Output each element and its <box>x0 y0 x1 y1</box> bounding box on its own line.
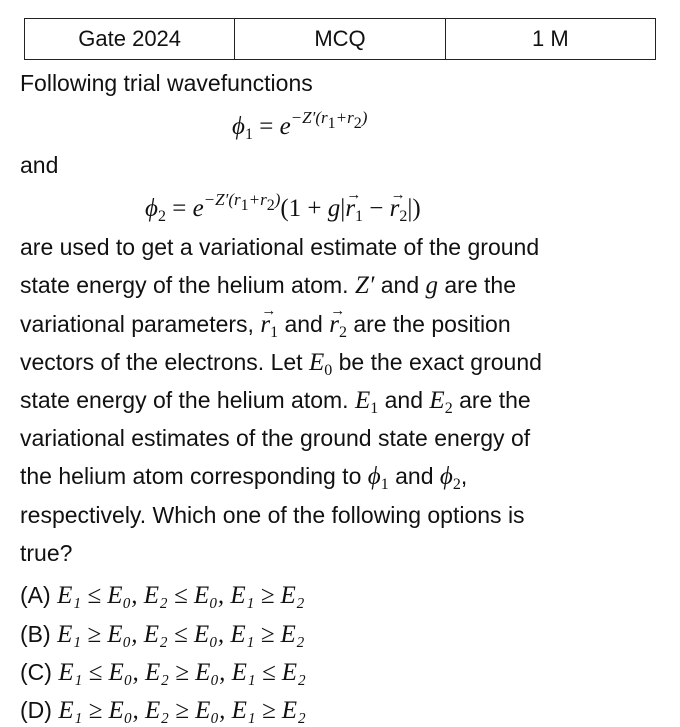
intro-text: Following trial wavefunctions <box>20 70 313 96</box>
marks-cell: 1 M <box>445 19 655 59</box>
type-cell: MCQ <box>234 19 444 59</box>
option-b[interactable]: (B) E₁ ≥ E₀, E₂ ≤ E₀, E₁ ≥ E₂ <box>20 621 305 648</box>
question-line-6: vectors of the electrons. Let $E_0$ be the exact ground <box>20 349 542 379</box>
question-line-5: variational parameters, → $r_1$ and → $r_2$ are the position <box>20 309 511 340</box>
question-line-4: state energy of the helium atom. Z′ and g are the <box>20 272 516 299</box>
equation-phi2: $\phi_2 = e^{-Z'(r_1+r_2)}(1 + g|\to r_1$ − → $r_2|$) <box>145 194 421 224</box>
option-d[interactable]: (D) E₁ ≥ E₀, E₂ ≥ E₀, E₁ ≥ E₂ <box>20 697 306 724</box>
option-a[interactable]: (A) E₁ ≤ E₀, E₂ ≤ E₀, E₁ ≥ E₂ <box>20 582 305 609</box>
header-table <box>24 18 656 60</box>
question-line-8: variational estimates of the ground state energy of <box>20 425 531 451</box>
question-line-3: are used to get a variational estimate of the ground <box>20 234 540 260</box>
question-line-10: respectively. Which one of the following options is <box>20 502 525 528</box>
equation-phi1: $\phi_1 = e^{-Z'(r_1+r_2)}$ <box>232 108 368 143</box>
question-line-11: true? <box>20 540 73 566</box>
exam-cell: Gate 2024 <box>78 26 182 51</box>
question-line-9: the helium atom corresponding to $\phi_1$ and $\phi_2$, <box>20 463 468 493</box>
and-text: and <box>20 152 59 178</box>
question-line-7: state energy of the helium atom. $E_1$ and $E_2$ are the <box>20 387 531 417</box>
option-c[interactable]: (C) E₁ ≤ E₀, E₂ ≥ E₀, E₁ ≤ E₂ <box>20 659 306 686</box>
